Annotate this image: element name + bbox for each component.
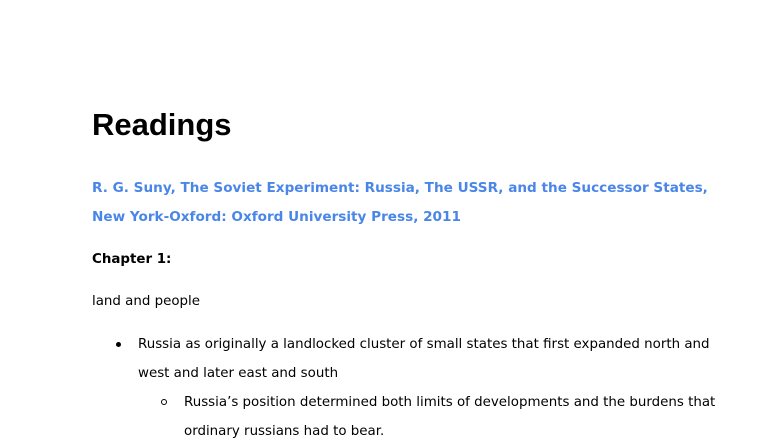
page-title: Readings — [92, 107, 232, 142]
list-item-text: Russia as originally a landlocked cluster of small states that first expanded north and west and later east and south — [138, 337, 710, 381]
bullet-circle-icon — [158, 388, 182, 417]
chapter-label: Chapter 1: — [92, 252, 172, 267]
bullet-disc-icon — [112, 330, 136, 359]
sub-list-item — [158, 388, 718, 441]
source-citation-link[interactable]: R. G. Suny, The Soviet Experiment: Russia, The USSR, and the Successor States, New York-Oxford: Oxford University Press, 2011 — [92, 180, 708, 225]
section-title: land and people — [92, 294, 201, 309]
list-item — [112, 330, 712, 388]
sub-list-item-text: Russia’s position determined both limits of developments and the burdens that ordinary russians had to bear. — [184, 395, 716, 439]
